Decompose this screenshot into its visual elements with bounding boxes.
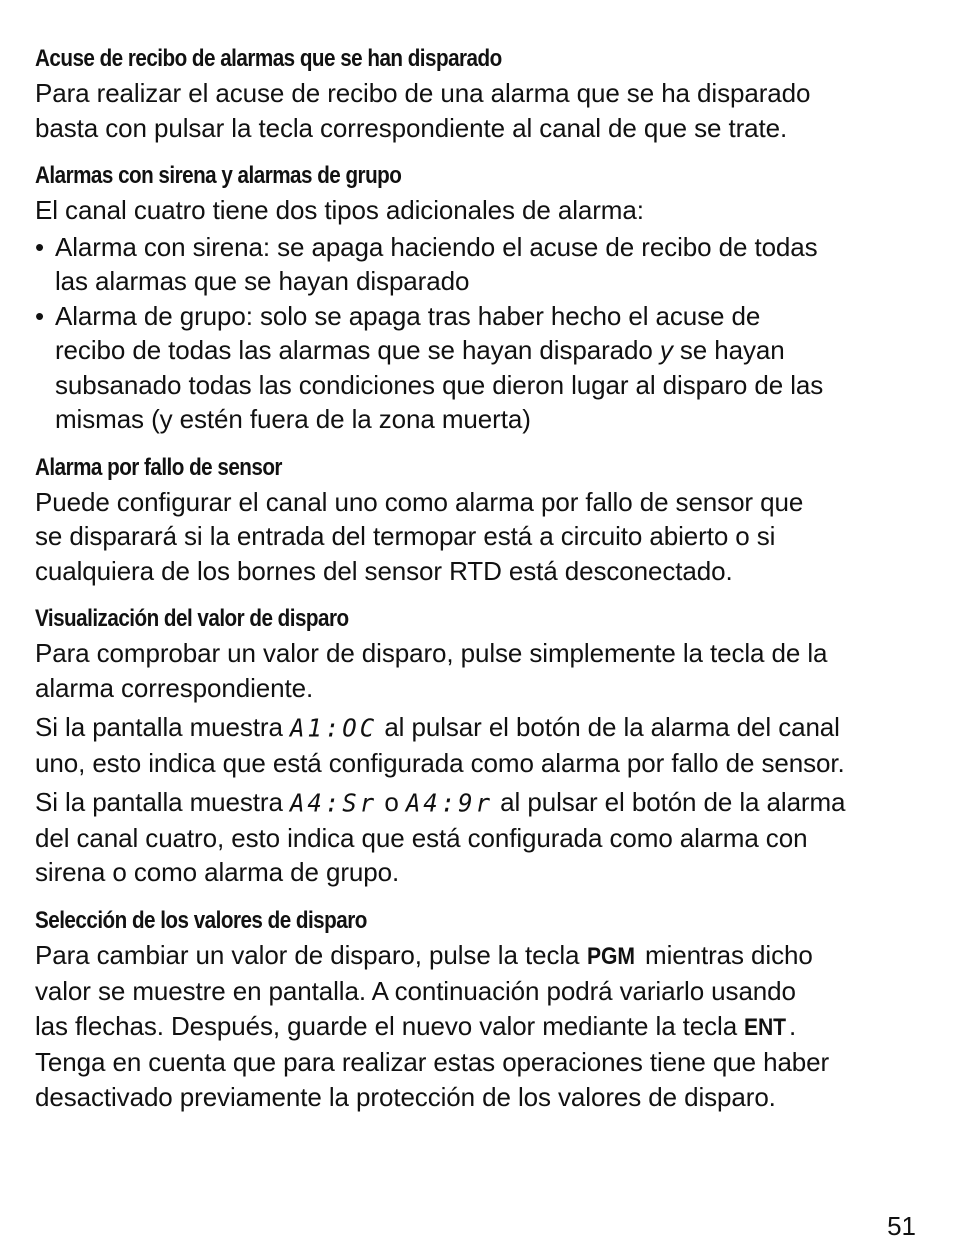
text-line: desactivado previamente la protección de los valores de disparo. (35, 1081, 776, 1112)
paragraph (35, 710, 925, 780)
text-line: Tenga en cuenta que para realizar estas operaciones tiene que haber (35, 1047, 830, 1077)
text-line: Alarma de grupo: solo se apaga tras haber hecho el acuse de (55, 300, 761, 331)
section-sensor-failure-alarm (35, 451, 925, 589)
text-line: Puede configurar el canal uno como alarma por fallo de sensor que (35, 486, 804, 517)
bullet-icon: • (35, 300, 45, 331)
text-line: mismas (y estén fuera de la zona muerta) (55, 404, 531, 434)
text-fragment: se hayan (672, 335, 785, 365)
text-line: sirena o como alarma de grupo. (35, 857, 400, 887)
text-fragment: o (377, 787, 406, 817)
ent-key-label: ENT (744, 1013, 787, 1041)
text-line: cualquiera de los bornes del sensor RTD está desconectado. (35, 555, 733, 586)
text-fragment: Para cambiar un valor de disparo, pulse la tecla (35, 939, 587, 970)
text-line: basta con pulsar la tecla correspondiente al canal de que se trate. (35, 112, 788, 143)
text-line: uno, esto indica que está configurada como alarma por fallo de sensor. (35, 747, 845, 778)
pgm-key-label: PGM (586, 942, 635, 970)
list-item (35, 230, 925, 299)
text-fragment: al pulsar el botón de la alarma del canal (377, 712, 840, 742)
emphasis-text: y (659, 335, 673, 365)
paragraph (35, 193, 925, 228)
section-heading: Selección de los valores de disparo (35, 906, 367, 934)
section-view-trip-value (35, 602, 925, 890)
section-heading: Visualización del valor de disparo (35, 605, 349, 632)
paragraph (35, 636, 925, 705)
text-line: valor se muestre en pantalla. A continuación podrá variarlo usando (35, 976, 796, 1006)
section-heading: Alarmas con sirena y alarmas de grupo (35, 162, 402, 189)
text-line: se disparará si la entrada del termopar está a circuito abierto o si (35, 521, 776, 551)
section-siren-group-alarms (35, 159, 925, 437)
text-fragment: Si la pantalla muestra (35, 712, 290, 742)
text-line: las alarmas que se hayan disparado (55, 266, 470, 296)
bullet-list (35, 230, 925, 437)
text-fragment: recibo de todas las alarmas que se hayan disparado (55, 335, 660, 365)
page-number: 51 (887, 1211, 916, 1241)
text-line: El canal cuatro tiene dos tipos adicionales de alarma: (35, 195, 644, 225)
paragraph (35, 938, 925, 1115)
text-line: del canal cuatro, esto indica que está configurada como alarma con (35, 822, 808, 853)
text-line: Para comprobar un valor de disparo, pulse simplemente la tecla de la (35, 638, 828, 668)
section-acknowledge-alarms (35, 42, 925, 145)
text-line: Alarma con sirena: se apaga haciendo el acuse de recibo de todas (55, 231, 818, 262)
text-line: alarma correspondiente. (35, 672, 314, 703)
text-fragment: las flechas. Después, guarde el nuevo valor mediante la tecla (35, 1010, 745, 1041)
text-fragment: . (788, 1010, 797, 1041)
section-select-trip-values (35, 904, 925, 1115)
paragraph (35, 485, 925, 589)
paragraph (35, 76, 925, 145)
text-fragment: mientras dicho (637, 939, 813, 970)
text-fragment: Si la pantalla muestra (35, 787, 290, 817)
text-line: subsanado todas las condiciones que dieron lugar al disparo de las (55, 369, 824, 400)
list-item (35, 299, 925, 437)
bullet-icon: • (35, 231, 45, 262)
section-heading: Alarma por fallo de sensor (35, 453, 282, 481)
paragraph (35, 785, 925, 890)
document-page (35, 42, 925, 1114)
lcd-display-code: A4:9r (405, 788, 494, 818)
section-heading: Acuse de recibo de alarmas que se han disparado (35, 45, 502, 72)
text-fragment: al pulsar el botón de la alarma (493, 787, 846, 817)
text-line: Para realizar el acuse de recibo de una alarma que se ha disparado (35, 78, 811, 108)
lcd-display-code: A1:OC (289, 713, 378, 743)
lcd-display-code: A4:Sr (289, 788, 378, 818)
